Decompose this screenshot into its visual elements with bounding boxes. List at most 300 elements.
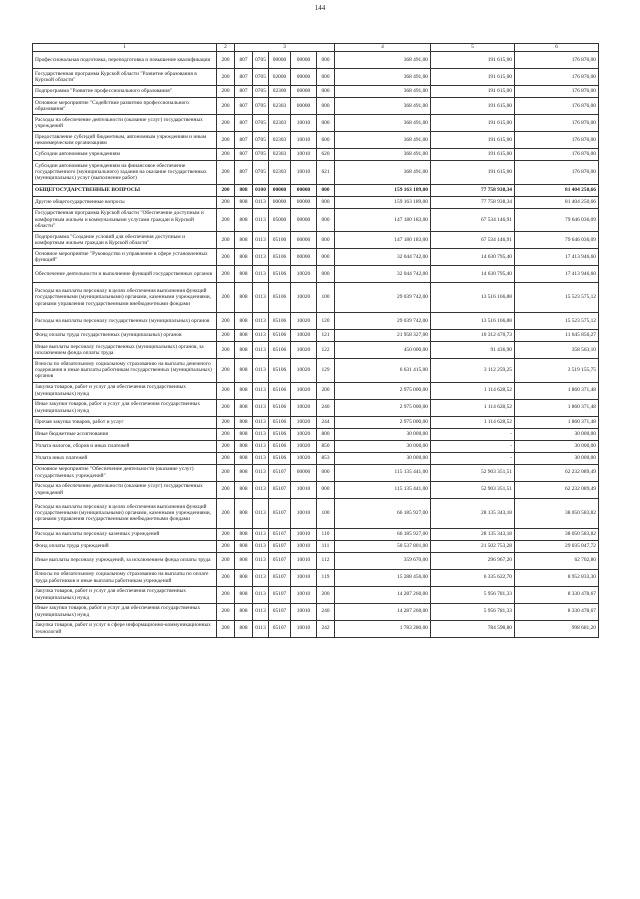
amount-executed: 1 114 628,52 — [431, 416, 515, 428]
code-ved: 808 — [235, 552, 253, 569]
code-program: 02303 — [269, 98, 291, 115]
code-razdel: 0113 — [253, 464, 269, 481]
code-glav: 200 — [217, 86, 235, 98]
code-razdel: 0705 — [253, 132, 269, 149]
table-row — [33, 620, 599, 637]
row-name: Иные закупки товаров, работ и услуг для обеспечения государственных (муниципальных) нужд — [33, 603, 217, 620]
code-ved: 808 — [235, 416, 253, 428]
code-glav: 200 — [217, 620, 235, 637]
code-razdel: 0705 — [253, 115, 269, 132]
row-name: Взносы по обязательному социальному страхованию на выплаты по оплате труда работников и иные выплаты работникам учреждений — [33, 569, 217, 586]
code-ved: 808 — [235, 603, 253, 620]
code-vid-rashodov: 000 — [317, 184, 335, 196]
amount-remaining: 176 876,00 — [515, 161, 599, 185]
code-ved: 808 — [235, 481, 253, 498]
amount-remaining: 17 413 946,60 — [515, 249, 599, 266]
amount-remaining: 176 876,00 — [515, 115, 599, 132]
row-name: Фонд оплаты труда учреждений — [33, 540, 217, 552]
amount-plan: 368 491,00 — [335, 98, 431, 115]
code-vid-rashodov: 000 — [317, 249, 335, 266]
amount-plan: 66 185 927,00 — [335, 528, 431, 540]
table-row — [33, 452, 599, 464]
amount-plan: 14 287 260,00 — [335, 603, 431, 620]
code-razdel: 0113 — [253, 342, 269, 359]
code-ved: 808 — [235, 586, 253, 603]
header-cell: 4 — [335, 44, 431, 52]
amount-executed: - — [431, 428, 515, 440]
code-razdel: 0705 — [253, 149, 269, 161]
amount-executed: 77 758 938,34 — [431, 184, 515, 196]
code-direction: 10020 — [291, 313, 317, 330]
page-number: 144 — [314, 4, 326, 12]
code-ved: 808 — [235, 399, 253, 416]
amount-remaining: 81 404 250,66 — [515, 184, 599, 196]
code-razdel: 0705 — [253, 69, 269, 86]
table-row — [33, 208, 599, 232]
row-name: Государственная программа Курской области "Обеспечение доступным и комфортным жильем и коммунальными услугами граждан в Курской области" — [33, 208, 217, 232]
amount-plan: 32 044 742,00 — [335, 266, 431, 283]
row-name: Профессиональная подготовка, переподготовка и повышение квалификации — [33, 52, 217, 69]
amount-remaining: 30 000,00 — [515, 428, 599, 440]
amount-executed: 784 598,80 — [431, 620, 515, 637]
table-row — [33, 603, 599, 620]
code-vid-rashodov: 620 — [317, 149, 335, 161]
code-glav: 200 — [217, 359, 235, 383]
column-number-row — [33, 44, 599, 52]
amount-plan: 32 044 742,00 — [335, 249, 431, 266]
code-vid-rashodov: 000 — [317, 115, 335, 132]
code-razdel: 0705 — [253, 161, 269, 185]
table-row — [33, 266, 599, 283]
code-vid-rashodov: 000 — [317, 196, 335, 208]
row-name: Предоставление субсидий бюджетным, автономным учреждениям и иным некоммерческим организациям — [33, 132, 217, 149]
amount-executed: 28 135 343,18 — [431, 498, 515, 528]
code-glav: 200 — [217, 498, 235, 528]
amount-remaining: 62 232 089,49 — [515, 464, 599, 481]
amount-remaining: 15 523 575,12 — [515, 313, 599, 330]
code-program: 02303 — [269, 149, 291, 161]
amount-plan: 6 631 415,00 — [335, 359, 431, 383]
amount-remaining: 176 876,00 — [515, 132, 599, 149]
code-program: 05000 — [269, 208, 291, 232]
header-cell: 3 — [235, 44, 335, 52]
row-name: Подпрограмма "Развитие профессионального образования" — [33, 86, 217, 98]
code-direction: 10020 — [291, 359, 317, 383]
amount-remaining: 1 860 371,48 — [515, 399, 599, 416]
amount-plan: 30 000,00 — [335, 428, 431, 440]
amount-executed: 91 436,90 — [431, 342, 515, 359]
row-name: Основное мероприятие "Обеспечение деятельности (оказание услуг) государственных учреждений" — [33, 464, 217, 481]
amount-executed: 191 615,00 — [431, 115, 515, 132]
amount-plan: 2 975 000,00 — [335, 416, 431, 428]
amount-plan: 368 491,00 — [335, 132, 431, 149]
amount-remaining: 29 035 047,72 — [515, 540, 599, 552]
code-razdel: 0113 — [253, 452, 269, 464]
code-glav: 200 — [217, 428, 235, 440]
code-program: 05106 — [269, 249, 291, 266]
code-program: 05107 — [269, 586, 291, 603]
code-glav: 200 — [217, 69, 235, 86]
code-ved: 807 — [235, 132, 253, 149]
code-vid-rashodov: 121 — [317, 330, 335, 342]
code-glav: 200 — [217, 115, 235, 132]
table-row — [33, 115, 599, 132]
header-cell: 6 — [515, 44, 599, 52]
code-ved: 808 — [235, 342, 253, 359]
amount-plan: 115 135 441,00 — [335, 481, 431, 498]
amount-plan: 159 163 189,00 — [335, 184, 431, 196]
code-vid-rashodov: 200 — [317, 586, 335, 603]
amount-executed: 191 615,00 — [431, 86, 515, 98]
row-name: ОБЩЕГОСУДАРСТВЕННЫЕ ВОПРОСЫ — [33, 184, 217, 196]
code-direction: 00000 — [291, 196, 317, 208]
code-vid-rashodov: 122 — [317, 342, 335, 359]
code-direction: 10020 — [291, 283, 317, 313]
table-row — [33, 359, 599, 383]
code-glav: 200 — [217, 313, 235, 330]
table-row — [33, 196, 599, 208]
amount-remaining: 11 645 856,27 — [515, 330, 599, 342]
code-vid-rashodov: 000 — [317, 86, 335, 98]
table-row — [33, 540, 599, 552]
amount-executed: - — [431, 452, 515, 464]
table-row — [33, 399, 599, 416]
code-vid-rashodov: 621 — [317, 161, 335, 185]
code-ved: 808 — [235, 283, 253, 313]
code-razdel: 0113 — [253, 283, 269, 313]
code-vid-rashodov: 111 — [317, 540, 335, 552]
code-glav: 200 — [217, 266, 235, 283]
amount-remaining: 1 860 371,48 — [515, 416, 599, 428]
header-cell: 5 — [431, 44, 515, 52]
code-ved: 807 — [235, 86, 253, 98]
code-program: 05106 — [269, 313, 291, 330]
code-program: 05107 — [269, 498, 291, 528]
code-direction: 10020 — [291, 330, 317, 342]
code-glav: 200 — [217, 208, 235, 232]
amount-plan: 30 000,00 — [335, 440, 431, 452]
row-name: Фонд оплаты труда государственных (муниципальных) органов — [33, 330, 217, 342]
code-program: 05107 — [269, 603, 291, 620]
row-name: Расходы на выплаты персоналу казенных учреждений — [33, 528, 217, 540]
code-ved: 808 — [235, 440, 253, 452]
code-direction: 10010 — [291, 481, 317, 498]
code-glav: 200 — [217, 132, 235, 149]
code-direction: 00000 — [291, 98, 317, 115]
code-razdel: 0113 — [253, 196, 269, 208]
code-ved: 808 — [235, 330, 253, 342]
code-glav: 200 — [217, 440, 235, 452]
table-row — [33, 86, 599, 98]
table-row — [33, 313, 599, 330]
code-razdel: 0113 — [253, 249, 269, 266]
amount-remaining: 62 702,80 — [515, 552, 599, 569]
code-glav: 200 — [217, 540, 235, 552]
code-ved: 807 — [235, 69, 253, 86]
amount-executed: 10 312 470,73 — [431, 330, 515, 342]
code-program: 05107 — [269, 481, 291, 498]
code-razdel: 0113 — [253, 208, 269, 232]
code-program: 00000 — [269, 196, 291, 208]
amount-plan: 368 491,00 — [335, 69, 431, 86]
row-name: Субсидии автономным учреждениям на финансовое обеспечение государственного (муниципального) задания на оказание государственных (муниципальных) услуг (выполнение работ) — [33, 161, 217, 185]
code-vid-rashodov: 112 — [317, 552, 335, 569]
code-razdel: 0113 — [253, 620, 269, 637]
code-direction: 10020 — [291, 382, 317, 399]
row-name: Уплата налогов, сборов и иных платежей — [33, 440, 217, 452]
amount-remaining: 81 404 250,66 — [515, 196, 599, 208]
amount-executed: 52 903 351,51 — [431, 481, 515, 498]
amount-executed: 191 615,00 — [431, 149, 515, 161]
code-glav: 200 — [217, 283, 235, 313]
code-ved: 807 — [235, 149, 253, 161]
code-ved: 808 — [235, 528, 253, 540]
code-vid-rashodov: 110 — [317, 528, 335, 540]
amount-plan: 450 000,00 — [335, 342, 431, 359]
code-glav: 200 — [217, 552, 235, 569]
code-program: 05106 — [269, 330, 291, 342]
code-program: 00000 — [269, 52, 291, 69]
code-glav: 200 — [217, 149, 235, 161]
amount-executed: 191 615,00 — [431, 132, 515, 149]
code-vid-rashodov: 000 — [317, 266, 335, 283]
code-glav: 200 — [217, 382, 235, 399]
code-ved: 808 — [235, 498, 253, 528]
code-vid-rashodov: 119 — [317, 569, 335, 586]
code-direction: 10010 — [291, 540, 317, 552]
code-glav: 200 — [217, 528, 235, 540]
amount-remaining: 79 646 036,09 — [515, 208, 599, 232]
code-program: 05107 — [269, 540, 291, 552]
code-vid-rashodov: 853 — [317, 452, 335, 464]
amount-executed: 6 335 622,70 — [431, 569, 515, 586]
code-program: 05106 — [269, 452, 291, 464]
code-program: 05106 — [269, 359, 291, 383]
code-program: 02303 — [269, 161, 291, 185]
table-row — [33, 528, 599, 540]
amount-plan: 2 975 000,00 — [335, 399, 431, 416]
amount-executed: 14 630 795,40 — [431, 249, 515, 266]
row-name: Уплата иных платежей — [33, 452, 217, 464]
table-row — [33, 586, 599, 603]
code-direction: 00000 — [291, 464, 317, 481]
code-vid-rashodov: 100 — [317, 498, 335, 528]
header-cell: 2 — [217, 44, 235, 52]
code-program: 05106 — [269, 283, 291, 313]
amount-remaining: 38 050 583,82 — [515, 528, 599, 540]
code-glav: 200 — [217, 452, 235, 464]
code-glav: 200 — [217, 416, 235, 428]
amount-plan: 2 975 000,00 — [335, 382, 431, 399]
code-program: 05106 — [269, 342, 291, 359]
code-direction: 10020 — [291, 452, 317, 464]
row-name: Основное мероприятие "Руководство и управление в сфере установленных функций" — [33, 249, 217, 266]
code-razdel: 0113 — [253, 586, 269, 603]
row-name: Иные закупки товаров, работ и услуг для обеспечения государственных (муниципальных) нужд — [33, 399, 217, 416]
row-name: Государственная программа Курской области "Развитие образования в Курской области" — [33, 69, 217, 86]
row-name: Другие общегосударственные вопросы — [33, 196, 217, 208]
row-name: Субсидии автономным учреждениям — [33, 149, 217, 161]
table-row — [33, 416, 599, 428]
amount-executed: 5 956 781,33 — [431, 603, 515, 620]
code-razdel: 0705 — [253, 52, 269, 69]
table-row — [33, 232, 599, 249]
code-razdel: 0113 — [253, 440, 269, 452]
amount-remaining: 8 330 478,67 — [515, 586, 599, 603]
amount-remaining: 176 876,00 — [515, 149, 599, 161]
code-vid-rashodov: 000 — [317, 69, 335, 86]
code-direction: 10010 — [291, 569, 317, 586]
amount-remaining: 3 519 155,75 — [515, 359, 599, 383]
table-row — [33, 342, 599, 359]
table-row — [33, 132, 599, 149]
amount-plan: 359 670,00 — [335, 552, 431, 569]
code-razdel: 0113 — [253, 498, 269, 528]
amount-plan: 368 491,00 — [335, 52, 431, 69]
row-name: Иные выплаты персоналу учреждений, за исключением фонда оплаты труда — [33, 552, 217, 569]
code-vid-rashodov: 100 — [317, 283, 335, 313]
code-direction: 10020 — [291, 399, 317, 416]
code-razdel: 0100 — [253, 184, 269, 196]
code-ved: 808 — [235, 464, 253, 481]
code-program: 05106 — [269, 382, 291, 399]
code-vid-rashodov: 600 — [317, 132, 335, 149]
amount-executed: 13 516 166,88 — [431, 283, 515, 313]
code-vid-rashodov: 129 — [317, 359, 335, 383]
amount-executed: 1 114 628,52 — [431, 399, 515, 416]
table-row — [33, 498, 599, 528]
row-name: Подпрограмма "Создание условий для обеспечения доступным и комфортным жильем граждан в Курской области" — [33, 232, 217, 249]
code-ved: 807 — [235, 115, 253, 132]
amount-executed: 3 112 259,25 — [431, 359, 515, 383]
code-ved: 808 — [235, 382, 253, 399]
code-direction: 00000 — [291, 69, 317, 86]
amount-remaining: 1 860 371,48 — [515, 382, 599, 399]
code-vid-rashodov: 000 — [317, 481, 335, 498]
amount-plan: 115 135 441,00 — [335, 464, 431, 481]
code-direction: 10010 — [291, 552, 317, 569]
amount-remaining: 79 646 036,09 — [515, 232, 599, 249]
amount-remaining: 998 681,20 — [515, 620, 599, 637]
amount-plan: 1 783 280,00 — [335, 620, 431, 637]
code-razdel: 0113 — [253, 603, 269, 620]
amount-remaining: 358 563,10 — [515, 342, 599, 359]
amount-remaining: 30 000,00 — [515, 452, 599, 464]
code-vid-rashodov: 000 — [317, 464, 335, 481]
code-program: 05107 — [269, 552, 291, 569]
amount-executed: 296 967,20 — [431, 552, 515, 569]
code-program: 02000 — [269, 69, 291, 86]
code-program: 02303 — [269, 115, 291, 132]
amount-executed: 191 615,00 — [431, 98, 515, 115]
code-vid-rashodov: 200 — [317, 382, 335, 399]
amount-plan: 15 288 456,00 — [335, 569, 431, 586]
amount-remaining: 8 952 833,30 — [515, 569, 599, 586]
row-name: Обеспечение деятельности и выполнение функций государственных органов — [33, 266, 217, 283]
code-vid-rashodov: 240 — [317, 603, 335, 620]
code-razdel: 0113 — [253, 266, 269, 283]
code-program: 05106 — [269, 416, 291, 428]
amount-remaining: 30 000,00 — [515, 440, 599, 452]
code-glav: 200 — [217, 249, 235, 266]
code-direction: 10010 — [291, 586, 317, 603]
amount-executed: 52 903 351,51 — [431, 464, 515, 481]
table-row — [33, 184, 599, 196]
amount-executed: 5 956 781,33 — [431, 586, 515, 603]
table-row — [33, 161, 599, 185]
amount-executed: 191 615,00 — [431, 161, 515, 185]
code-direction: 10010 — [291, 161, 317, 185]
code-direction: 10010 — [291, 132, 317, 149]
table-row — [33, 330, 599, 342]
code-direction: 10010 — [291, 115, 317, 132]
code-glav: 200 — [217, 586, 235, 603]
code-ved: 808 — [235, 313, 253, 330]
amount-remaining: 17 413 946,60 — [515, 266, 599, 283]
table-row — [33, 569, 599, 586]
row-name: Закупка товаров, работ и услуг для обеспечения государственных (муниципальных) нужд — [33, 382, 217, 399]
code-vid-rashodov: 000 — [317, 232, 335, 249]
amount-remaining: 176 876,00 — [515, 69, 599, 86]
code-program: 05107 — [269, 528, 291, 540]
code-program: 05106 — [269, 399, 291, 416]
code-glav: 200 — [217, 52, 235, 69]
code-ved: 808 — [235, 196, 253, 208]
code-program: 02303 — [269, 132, 291, 149]
code-vid-rashodov: 850 — [317, 440, 335, 452]
code-ved: 807 — [235, 98, 253, 115]
code-razdel: 0113 — [253, 569, 269, 586]
code-direction: 10010 — [291, 620, 317, 637]
amount-plan: 14 287 260,00 — [335, 586, 431, 603]
code-glav: 200 — [217, 603, 235, 620]
row-name: Расходы на выплаты персоналу государственных (муниципальных) органов — [33, 313, 217, 330]
amount-plan: 368 491,00 — [335, 86, 431, 98]
row-name: Расходы на обеспечение деятельности (оказание услуг) государственных учреждений — [33, 115, 217, 132]
code-ved: 808 — [235, 184, 253, 196]
code-glav: 200 — [217, 161, 235, 185]
row-name: Расходы на выплаты персоналу в целях обеспечения выполнения функций государственными (муниципальными) органами, казенными учреждениями, органами управления государственными внебюджетными фондами — [33, 283, 217, 313]
code-ved: 808 — [235, 232, 253, 249]
amount-executed: 67 534 146,91 — [431, 208, 515, 232]
amount-plan: 21 958 327,00 — [335, 330, 431, 342]
table-row — [33, 98, 599, 115]
code-glav: 200 — [217, 196, 235, 208]
amount-plan: 30 000,00 — [335, 452, 431, 464]
table-row — [33, 464, 599, 481]
code-ved: 807 — [235, 161, 253, 185]
table-row — [33, 149, 599, 161]
table-row — [33, 52, 599, 69]
amount-plan: 368 491,00 — [335, 149, 431, 161]
code-direction: 10010 — [291, 603, 317, 620]
code-glav: 200 — [217, 481, 235, 498]
code-razdel: 0113 — [253, 416, 269, 428]
code-ved: 808 — [235, 359, 253, 383]
code-glav: 200 — [217, 98, 235, 115]
code-razdel: 0113 — [253, 528, 269, 540]
table-row — [33, 481, 599, 498]
code-razdel: 0113 — [253, 313, 269, 330]
code-program: 05106 — [269, 428, 291, 440]
amount-remaining: 15 523 575,12 — [515, 283, 599, 313]
code-program: 05100 — [269, 232, 291, 249]
amount-executed: 21 502 753,28 — [431, 540, 515, 552]
code-ved: 808 — [235, 569, 253, 586]
code-direction: 10020 — [291, 440, 317, 452]
code-direction: 00000 — [291, 232, 317, 249]
code-direction: 00000 — [291, 208, 317, 232]
